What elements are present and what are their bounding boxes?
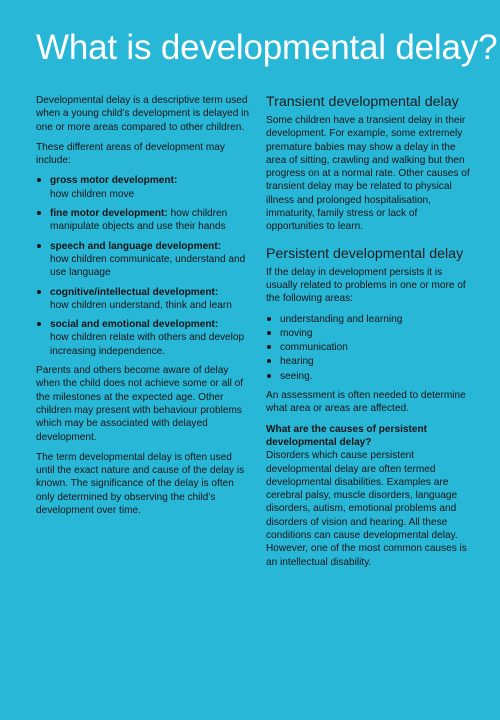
area-description: how children relate with others and develop increasing independence. [50, 332, 245, 357]
list-item: hearing [266, 355, 474, 368]
term-usage-paragraph: The term developmental delay is often used until the exact nature and cause of the delay is known. The significance of the delay is often only determined by observing the child’s development over time. [36, 451, 245, 517]
area-description: how children move [50, 188, 135, 200]
area-term: gross motor development: [50, 175, 178, 187]
intro-paragraph: Developmental delay is a descriptive term used when a young child’s development is delayed in one or more areas compared to other children. [36, 95, 250, 133]
list-item: seeing. [266, 370, 474, 383]
area-term: cognitive/intellectual development: [50, 286, 219, 298]
development-areas-list [36, 174, 250, 358]
areas-intro-paragraph: These different areas of development may include: [36, 141, 225, 167]
list-item: understanding and learning [266, 313, 474, 326]
area-term: fine motor development: [50, 208, 168, 220]
list-item: communication [266, 341, 474, 354]
page-title: What is developmental delay? [36, 28, 498, 67]
left-column [36, 94, 250, 524]
right-column [266, 94, 474, 576]
list-item: moving [266, 327, 474, 340]
list-item [36, 286, 250, 313]
persistent-paragraph: If the delay in development persists it is usually related to problems in one or more of the following areas: [266, 266, 466, 305]
area-term: speech and language development: [50, 240, 222, 252]
transient-paragraph: Some children have a transient delay in their development. For example, some extremely premature babies may show a delay in the area of sitting, crawling and walking but then progress on at a normal rate. Other causes of transient delay may be related to physical illness and prolonged hospitalisation, immaturity, family stress or lack of opportunities to learn. [266, 115, 470, 233]
assessment-paragraph: An assessment is often needed to determine what area or areas are affected. [266, 390, 466, 415]
persistent-areas-list [266, 313, 474, 383]
awareness-paragraph: Parents and others become aware of delay when the child does not achieve some or all of the milestones at the expected age. Other children may present with behaviour problems which may be associated with delayed development. [36, 365, 244, 443]
list-item [36, 240, 250, 280]
transient-heading: Transient developmental delay [266, 94, 459, 110]
causes-paragraph: Disorders which cause persistent developmental delay are often termed developmental disabilities. Examples are cerebral palsy, muscle disorders, language disorders, autism, emotional problems and disorders of vision and hearing. All these conditions can cause developmental delay. However, one of the most common causes is an intellectual disability. [266, 450, 467, 568]
area-term: social and emotional development: [50, 319, 219, 331]
list-item [36, 207, 250, 234]
causes-question: What are the causes of persistent developmental delay? [266, 423, 427, 448]
area-description: how children communicate, understand and use language [50, 253, 246, 279]
area-description: how children manipulate objects and use their hands [50, 208, 228, 233]
list-item [36, 174, 250, 201]
persistent-heading: Persistent developmental delay [266, 245, 464, 262]
area-description: how children understand, think and learn [50, 299, 232, 311]
list-item [36, 318, 250, 358]
